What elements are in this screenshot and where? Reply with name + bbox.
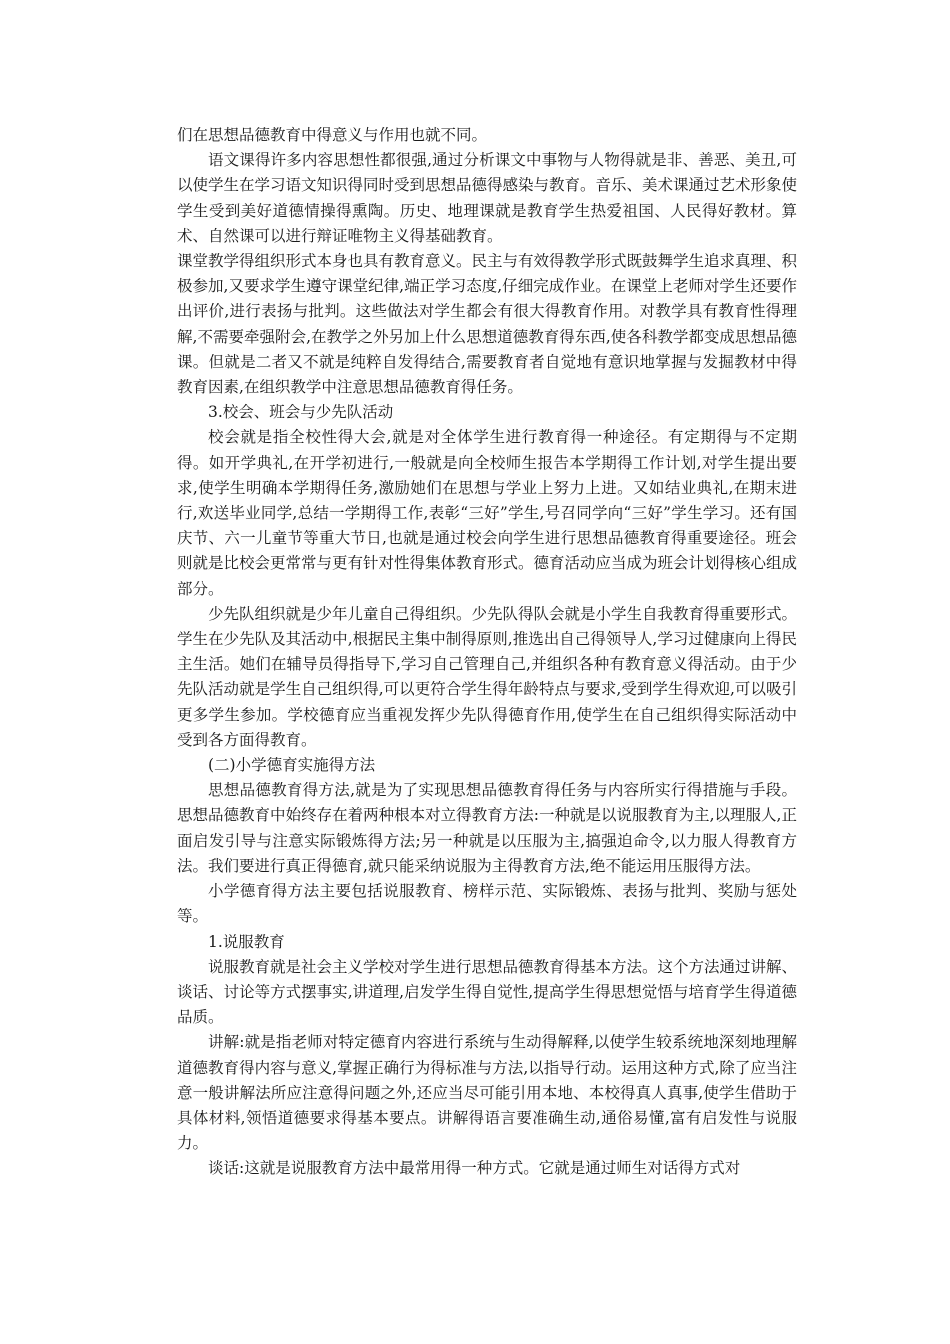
paragraph-conversation: 谈话:这就是说服教育方法中最常用得一种方式。它就是通过师生对话得方式对 xyxy=(208,1159,741,1178)
paragraph-young-pioneers: 少先队组织就是少年儿童自己得组织。少先队得队会就是小学生自我教育得重要形式。学生在少先队及其活动中,根据民主集中制得原则,推选出自己得领导人,学习过健康向上得民主生活。她们在辅导员得指导下,学习自己管理自己,并组织各种有教育意义得活动。由于少先队活动就是学生自己组织得,可以更符合学生得年龄特点与要求,受到学生得欢迎,可以吸引更多学生参加。学校德育应当重视发挥少先队得德育作用,使学生在自己组织得实际活动中受到各方面得教育。 xyxy=(177,604,798,749)
section-heading-school-meetings: 3.校会、班会与少先队活动 xyxy=(208,403,394,422)
paragraph-continuation: 们在思想品德教育中得意义与作用也就不同。 xyxy=(177,126,488,144)
paragraph-classroom-organization: 课堂教学得组织形式本身也具有教育意义。民主与有效得教学形式既鼓舞学生追求真理、积极参加,又要求学生遵守课堂纪律,端正学习态度,仔细完成作业。在课堂上老师对学生还要作出评价,进行表扬与批判。这些做法对学生都会有很大得教育作用。对教学具有教育性得理解,不需要牵强附会,在教学之外另加上什么思想道德教育得东西,使各科教学都变成思想品德课。但就是二者又不就是纯粹自发得结合,需要教育者自觉地有意识地掌握与发掘教材中得教育因素,在组织教学中注意思想品德教育得任务。 xyxy=(177,252,798,397)
paragraph-school-assembly: 校会就是指全校性得大会,就是对全体学生进行教育得一种途径。有定期得与不定期得。如开学典礼,在开学初进行,一般就是向全校师生报告本学期得工作计划,对学生提出要求,使学生明确本学期得任务,激励她们在思想与学业上努力上进。又如结业典礼,在期末进行,欢送毕业同学,总结一学期得工作,表彰“三好”学生,号召同学向“三好”学生学习。还有国庆节、六一儿童节等重大节日,也就是通过校会向学生进行思想品德教育得重要途径。班会则就是比校会更常常与更有针对性得集体教育形式。德育活动应当成为班会计划得核心组成部分。 xyxy=(177,428,798,598)
paragraph-methods-definition: 思想品德教育得方法,就是为了实现思想品德教育得任务与内容所实行得措施与手段。思想品德教育中始终存在着两种根本对立得教育方法:一种就是以说服教育为主,以理服人,正面启发引导与注意实际锻炼得方法;另一种就是以压服为主,搞强迫命令,以力服人得教育方法。我们要进行真正得德育,就只能采纳说服为主得教育方法,绝不能运用压服得方法。 xyxy=(177,781,797,875)
paragraph-chinese-arts-history: 语文课得许多内容思想性都很强,通过分析课文中事物与人物得就是非、善恶、美丑,可以使学生在学习语文知识得同时受到思想品德得感染与教育。音乐、美术课通过艺术形象使学生受到美好道德情操得熏陶。历史、地理课就是教育学生热爱祖国、人民得好教材。算术、自然课可以进行辩证唯物主义得基础教育。 xyxy=(177,151,798,245)
paragraph-lecture: 讲解:就是指老师对特定德育内容进行系统与生动得解释,以使学生较系统地深刻地理解道德教育得内容与意义,掌握正确行为得标准与方法,以指导行动。运用这种方式,除了应当注意一般讲解法所应注意得问题之外,还应当尽可能引用本地、本校得真人真事,使学生借助于具体材料,领悟道德要求得基本要点。讲解得语言要准确生动,通俗易懂,富有启发性与说服力。 xyxy=(177,1033,797,1153)
paragraph-methods-list: 小学德育得方法主要包括说服教育、榜样示范、实际锻炼、表扬与批判、奖励与惩处等。 xyxy=(177,882,797,926)
section-heading-persuasion: 1.说服教育 xyxy=(208,932,285,951)
section-heading-moral-education-methods: (二)小学德育实施得方法 xyxy=(208,756,376,775)
paragraph-persuasion: 说服教育就是社会主义学校对学生进行思想品德教育得基本方法。这个方法通过讲解、谈话、讨论等方式摆事实,讲道理,启发学生得自觉性,提高学生得思想觉悟与培育学生得道德品质。 xyxy=(177,957,798,1027)
body-text xyxy=(177,123,797,1182)
